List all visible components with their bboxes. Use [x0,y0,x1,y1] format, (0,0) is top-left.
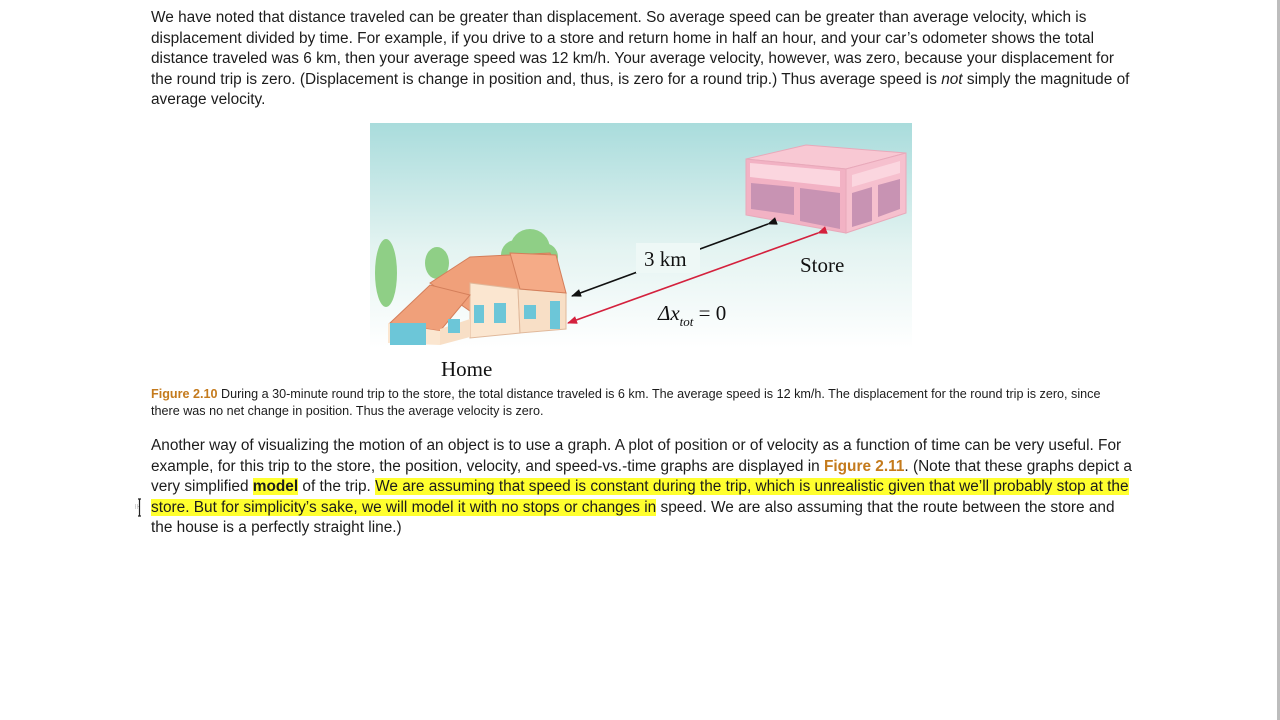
paragraph2-text-a: Another way of visualizing the motion of an object is to use a graph. A plot of position or of velocity as a function of time can be very useful. For example, for this trip to the store, the position, velocity, and speed-vs.-time graphs are displayed in [151,437,1122,475]
paragraph1-emphasis: not [941,70,963,88]
paragraph2-text-b: . (Note that these graphs depict a very simplified [151,457,1132,496]
caption-figure-label: Figure 2.10 [151,387,218,401]
paragraph2-text-d: speed. We are also assuming that the route between the store and the house is a perfectly straight line.) [151,498,1115,537]
figure-2-11-link[interactable]: Figure 2.11 [823,457,905,475]
distance-label: 3 km [644,247,687,271]
paragraph-graph-visualization [151,436,1136,539]
paragraph2-text-c: of the trip. [298,478,376,496]
store-label: Store [800,253,845,277]
paragraph-distance-vs-displacement [151,8,1136,111]
caption-text: During a 30-minute round trip to the store, the total distance traveled is 6 km. The average speed is 12 km/h. The displacement for the round trip is zero, since there was no net change in position. Thus the average velocity is zero. [151,387,1101,419]
paragraph1-text-a: We have noted that distance traveled can be greater than displacement. So average speed can be greater than average velocity, which is displacement divided by time. For example, if you drive to a store and return home in half an hour, and your car’s odometer shows the total distance traveled was 6 km, then your average speed was 12 km/h. Your average velocity, however, was zero, because your displacement for the round trip is zero. (Displacement is change in position and, thus, is zero for a round trip.) Thus average speed is [151,9,1115,88]
displacement-symbol: Δx [658,301,680,325]
text-cursor-icon [135,498,149,518]
figure-caption [151,386,1126,420]
model-keyword-link[interactable]: model [252,478,299,496]
displacement-subscript: tot [679,314,694,329]
displacement-value: = 0 [693,301,727,325]
paragraph1-text-b: simply the magnitude of average velocity. [151,70,1130,109]
home-label: Home [441,357,493,381]
store-building-icon [746,145,906,233]
figure-round-trip-illustration [370,123,912,385]
highlighted-passage: We are assuming that speed is constant during the trip, which is unrealistic given that we’ll probably stop at the store. But for simplicity’s sake, we will model it with no stops or changes in [151,478,1129,516]
